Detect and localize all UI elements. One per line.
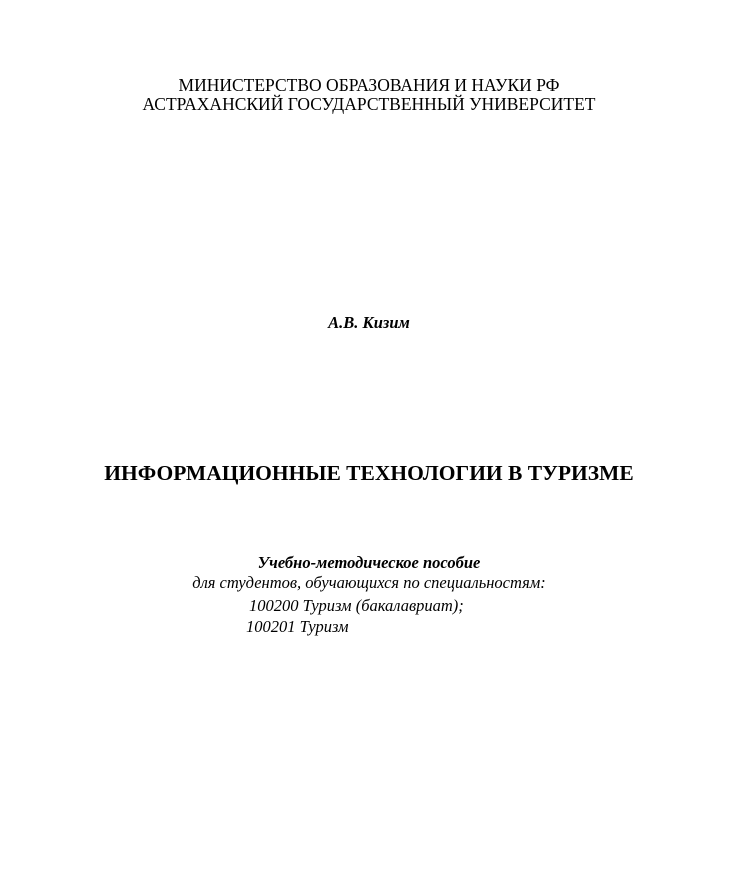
author-name: А.В. Кизим: [328, 313, 410, 332]
specialty-item: 100201 Туризм: [246, 617, 349, 636]
specialty-item: 100200 Туризм (бакалавриат);: [249, 596, 464, 615]
publication-type: Учебно-методическое пособие: [257, 553, 481, 572]
university-heading: АСТРАХАНСКИЙ ГОСУДАРСТВЕННЫЙ УНИВЕРСИТЕТ: [142, 94, 596, 114]
document-title: ИНФОРМАЦИОННЫЕ ТЕХНОЛОГИИ В ТУРИЗМЕ: [104, 461, 634, 485]
audience-description: для студентов, обучающихся по специальностям:: [192, 573, 546, 592]
ministry-heading: МИНИСТЕРСТВО ОБРАЗОВАНИЯ И НАУКИ РФ: [178, 75, 560, 95]
